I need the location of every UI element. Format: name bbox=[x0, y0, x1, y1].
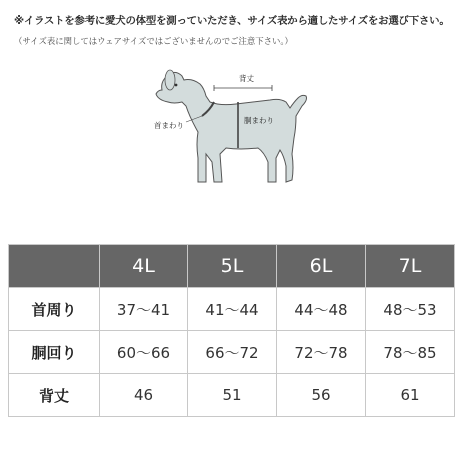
size-guide-note: ※イラストを参考に愛犬の体型を測っていただき、サイズ表から適したサイズをお選び下さい。 bbox=[14, 15, 450, 27]
table-row bbox=[9, 374, 455, 417]
table-cell: 41〜44 bbox=[188, 288, 277, 331]
table-cell: 48〜53 bbox=[366, 288, 455, 331]
neck-label: 首まわり bbox=[154, 121, 184, 130]
table-row bbox=[9, 288, 455, 331]
row-label-neck: 首周り bbox=[9, 288, 100, 331]
back-length-label: 背丈 bbox=[239, 74, 254, 83]
table-cell: 37〜41 bbox=[100, 288, 188, 331]
size-header-7l: 7L bbox=[366, 245, 455, 288]
table-cell: 44〜48 bbox=[277, 288, 366, 331]
row-label-chest: 胴回り bbox=[9, 331, 100, 374]
dog-measurement-illustration bbox=[140, 58, 320, 190]
header-corner-cell bbox=[9, 245, 100, 288]
size-guide-subnote: （サイズ表に関してはウェアサイズではございませんのでご注意下さい。） bbox=[14, 36, 293, 46]
table-cell: 61 bbox=[366, 374, 455, 417]
table-cell: 46 bbox=[100, 374, 188, 417]
table-cell: 66〜72 bbox=[188, 331, 277, 374]
table-row bbox=[9, 331, 455, 374]
size-header-5l: 5L bbox=[188, 245, 277, 288]
size-chart-table bbox=[8, 244, 455, 417]
table-cell: 51 bbox=[188, 374, 277, 417]
row-label-back-length: 背丈 bbox=[9, 374, 100, 417]
chest-label: 胴まわり bbox=[244, 116, 274, 125]
size-header-6l: 6L bbox=[277, 245, 366, 288]
table-cell: 78〜85 bbox=[366, 331, 455, 374]
size-header-4l: 4L bbox=[100, 245, 188, 288]
table-cell: 72〜78 bbox=[277, 331, 366, 374]
table-cell: 56 bbox=[277, 374, 366, 417]
table-cell: 60〜66 bbox=[100, 331, 188, 374]
size-header-row bbox=[9, 245, 455, 288]
